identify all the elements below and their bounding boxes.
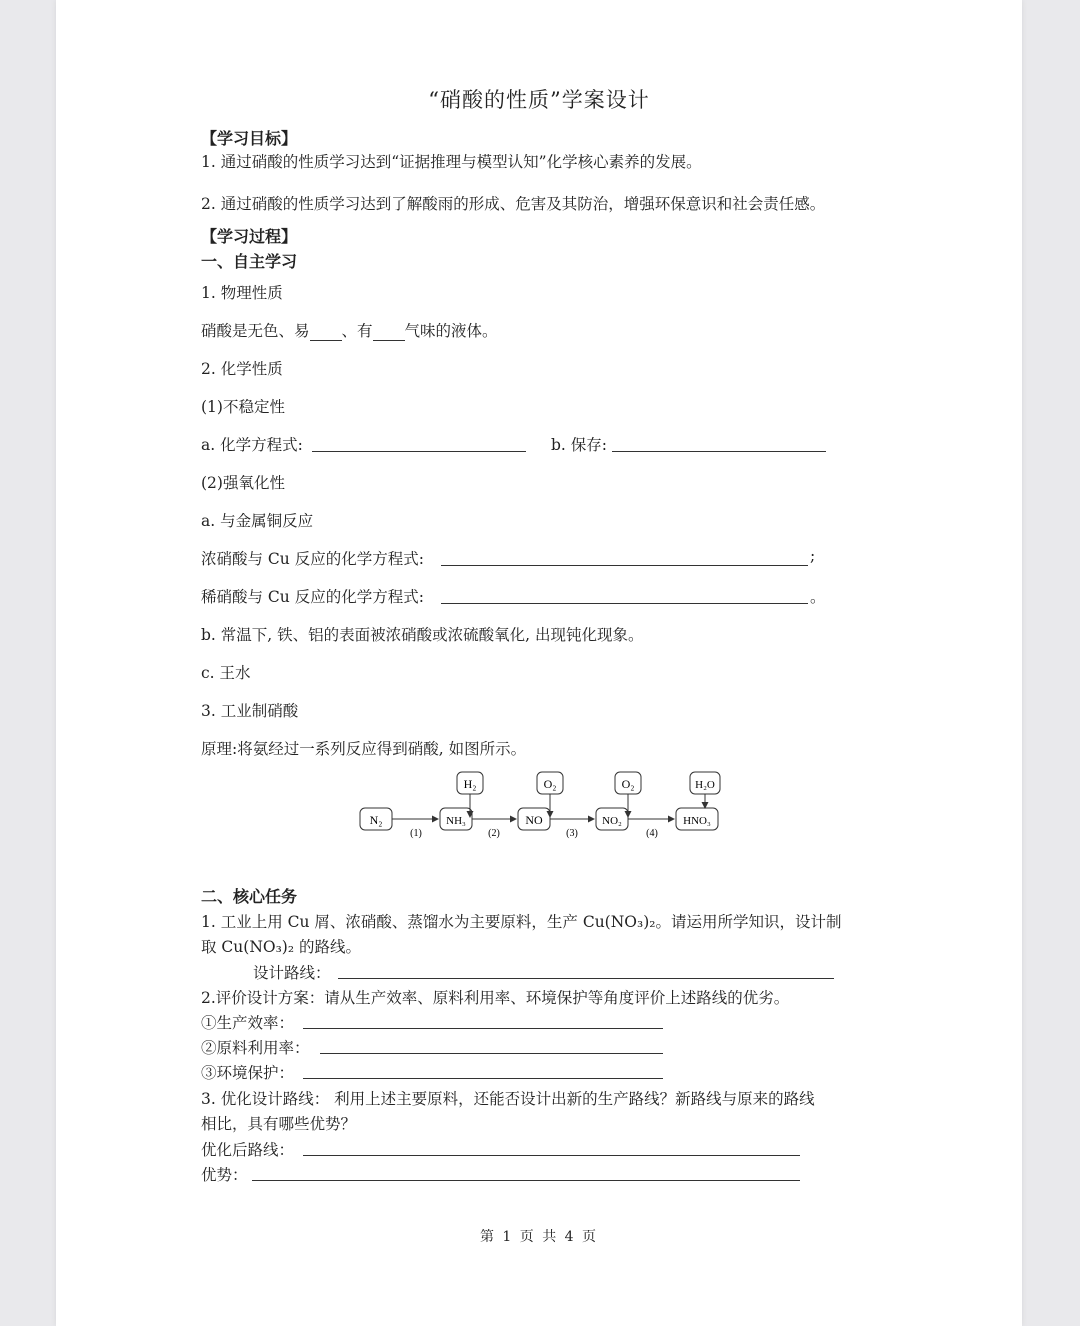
physical-text-a: 硝酸是无色、易 bbox=[201, 322, 310, 340]
section-core-tasks: 二、核心任务 bbox=[201, 887, 298, 906]
dilute-equation-end: 。 bbox=[810, 588, 826, 606]
equation-label: a. 化学方程式: bbox=[201, 436, 303, 454]
task3-line2: 相比，具有哪些优势？ bbox=[201, 1115, 357, 1133]
oxidizing-heading: (2)强氧化性 bbox=[201, 474, 285, 492]
concentrated-equation-end: ; bbox=[810, 547, 816, 565]
node-no2-label: NO₂ bbox=[602, 815, 622, 827]
node-n2 bbox=[360, 808, 392, 830]
route-blank-line bbox=[338, 978, 834, 979]
step-label-1: (1) bbox=[410, 828, 422, 839]
section-self-study: 一、自主学习 bbox=[201, 252, 298, 271]
optimized-route-line bbox=[303, 1155, 800, 1156]
blank-volatility bbox=[310, 324, 342, 341]
document-page bbox=[56, 0, 1022, 1326]
reagent-o2-a-label: O₂ bbox=[543, 777, 557, 791]
physical-properties-sentence bbox=[201, 319, 498, 341]
node-no bbox=[518, 808, 550, 830]
objective-item-2: 2. 通过硝酸的性质学习达到了解酸雨的形成、危害及其防治，增强环保意识和社会责任感。 bbox=[201, 195, 826, 213]
eval-utilization-label: ②原料利用率： bbox=[201, 1039, 310, 1057]
advantage-line bbox=[252, 1180, 800, 1181]
concentrated-equation-line bbox=[441, 565, 808, 566]
reagent-h2 bbox=[457, 772, 483, 794]
physical-properties-heading: 1. 物理性质 bbox=[201, 284, 283, 302]
node-hno3 bbox=[676, 808, 718, 830]
storage-label: b. 保存: bbox=[551, 436, 607, 454]
equation-blank-line bbox=[312, 451, 526, 452]
node-nh3 bbox=[440, 808, 472, 830]
objectives-heading: 【学习目标】 bbox=[201, 129, 298, 148]
copper-reaction-heading: a. 与金属铜反应 bbox=[201, 512, 314, 530]
optimized-route-label: 优化后路线： bbox=[201, 1141, 295, 1159]
step-label-2: (2) bbox=[488, 828, 500, 839]
dilute-equation-label: 稀硝酸与 Cu 反应的化学方程式: bbox=[201, 588, 424, 606]
passivation-text: b. 常温下, 铁、铝的表面被浓硝酸或浓硫酸氧化, 出现钝化现象。 bbox=[201, 626, 644, 644]
process-heading: 【学习过程】 bbox=[201, 227, 298, 246]
document-title: “硝酸的性质”学案设计 bbox=[428, 88, 650, 112]
reagent-o2-b bbox=[615, 772, 641, 794]
reagent-h2o bbox=[690, 772, 720, 794]
step-label-3: (3) bbox=[566, 828, 578, 839]
eval-environment-label: ③环境保护： bbox=[201, 1064, 295, 1082]
page-footer: 第 1 页 共 4 页 bbox=[479, 1229, 599, 1245]
reagent-o2-b-label: O₂ bbox=[621, 777, 635, 791]
eval-efficiency-line bbox=[303, 1028, 663, 1029]
objective-item-1: 1. 通过硝酸的性质学习达到“证据推理与模型认知”化学核心素养的发展。 bbox=[201, 153, 702, 171]
advantage-label: 优势： bbox=[201, 1166, 248, 1184]
principle-text: 原理:将氨经过一系列反应得到硝酸, 如图所示。 bbox=[201, 740, 527, 758]
step-label-4: (4) bbox=[646, 828, 658, 839]
instability-heading: (1)不稳定性 bbox=[201, 398, 285, 416]
reagent-h2-label: H₂ bbox=[463, 777, 477, 791]
node-n2-label: N₂ bbox=[369, 813, 383, 827]
reagent-o2-a bbox=[537, 772, 563, 794]
node-nh3-label: NH₃ bbox=[446, 815, 466, 827]
aqua-regia-text: c. 王水 bbox=[201, 664, 251, 682]
task1-line2: 取 Cu(NO₃)₂ 的路线。 bbox=[201, 938, 361, 956]
blank-odor bbox=[373, 324, 405, 341]
node-hno3-label: HNO₃ bbox=[683, 815, 711, 827]
chemical-properties-heading: 2. 化学性质 bbox=[201, 360, 283, 378]
task1-line1: 1. 工业上用 Cu 屑、浓硝酸、蒸馏水为主要原料，生产 Cu(NO₃)₂。请运用所学知识，设计制 bbox=[201, 913, 842, 931]
task3-line1: 3. 优化设计路线： 利用上述主要原料，还能否设计出新的生产路线？新路线与原来的路线 bbox=[201, 1090, 815, 1108]
eval-utilization-line bbox=[320, 1053, 663, 1054]
node-no-label: NO bbox=[525, 813, 543, 827]
eval-environment-line bbox=[303, 1078, 663, 1079]
physical-text-c: 气味的液体。 bbox=[404, 322, 498, 340]
concentrated-equation-label: 浓硝酸与 Cu 反应的化学方程式: bbox=[201, 550, 424, 568]
reagent-h2o-label: H₂O bbox=[695, 779, 715, 791]
node-no2 bbox=[596, 808, 628, 830]
eval-efficiency-label: ①生产效率： bbox=[201, 1014, 295, 1032]
physical-text-b: 、有 bbox=[341, 322, 373, 340]
dilute-equation-line bbox=[441, 603, 808, 604]
industrial-heading: 3. 工业制硝酸 bbox=[201, 702, 299, 720]
storage-blank-line bbox=[612, 451, 826, 452]
task2-text: 2.评价设计方案：请从生产效率、原料利用率、环境保护等角度评价上述路线的优劣。 bbox=[201, 989, 790, 1007]
nitric-acid-process-diagram bbox=[356, 768, 726, 840]
route-label: 设计路线： bbox=[253, 964, 331, 982]
